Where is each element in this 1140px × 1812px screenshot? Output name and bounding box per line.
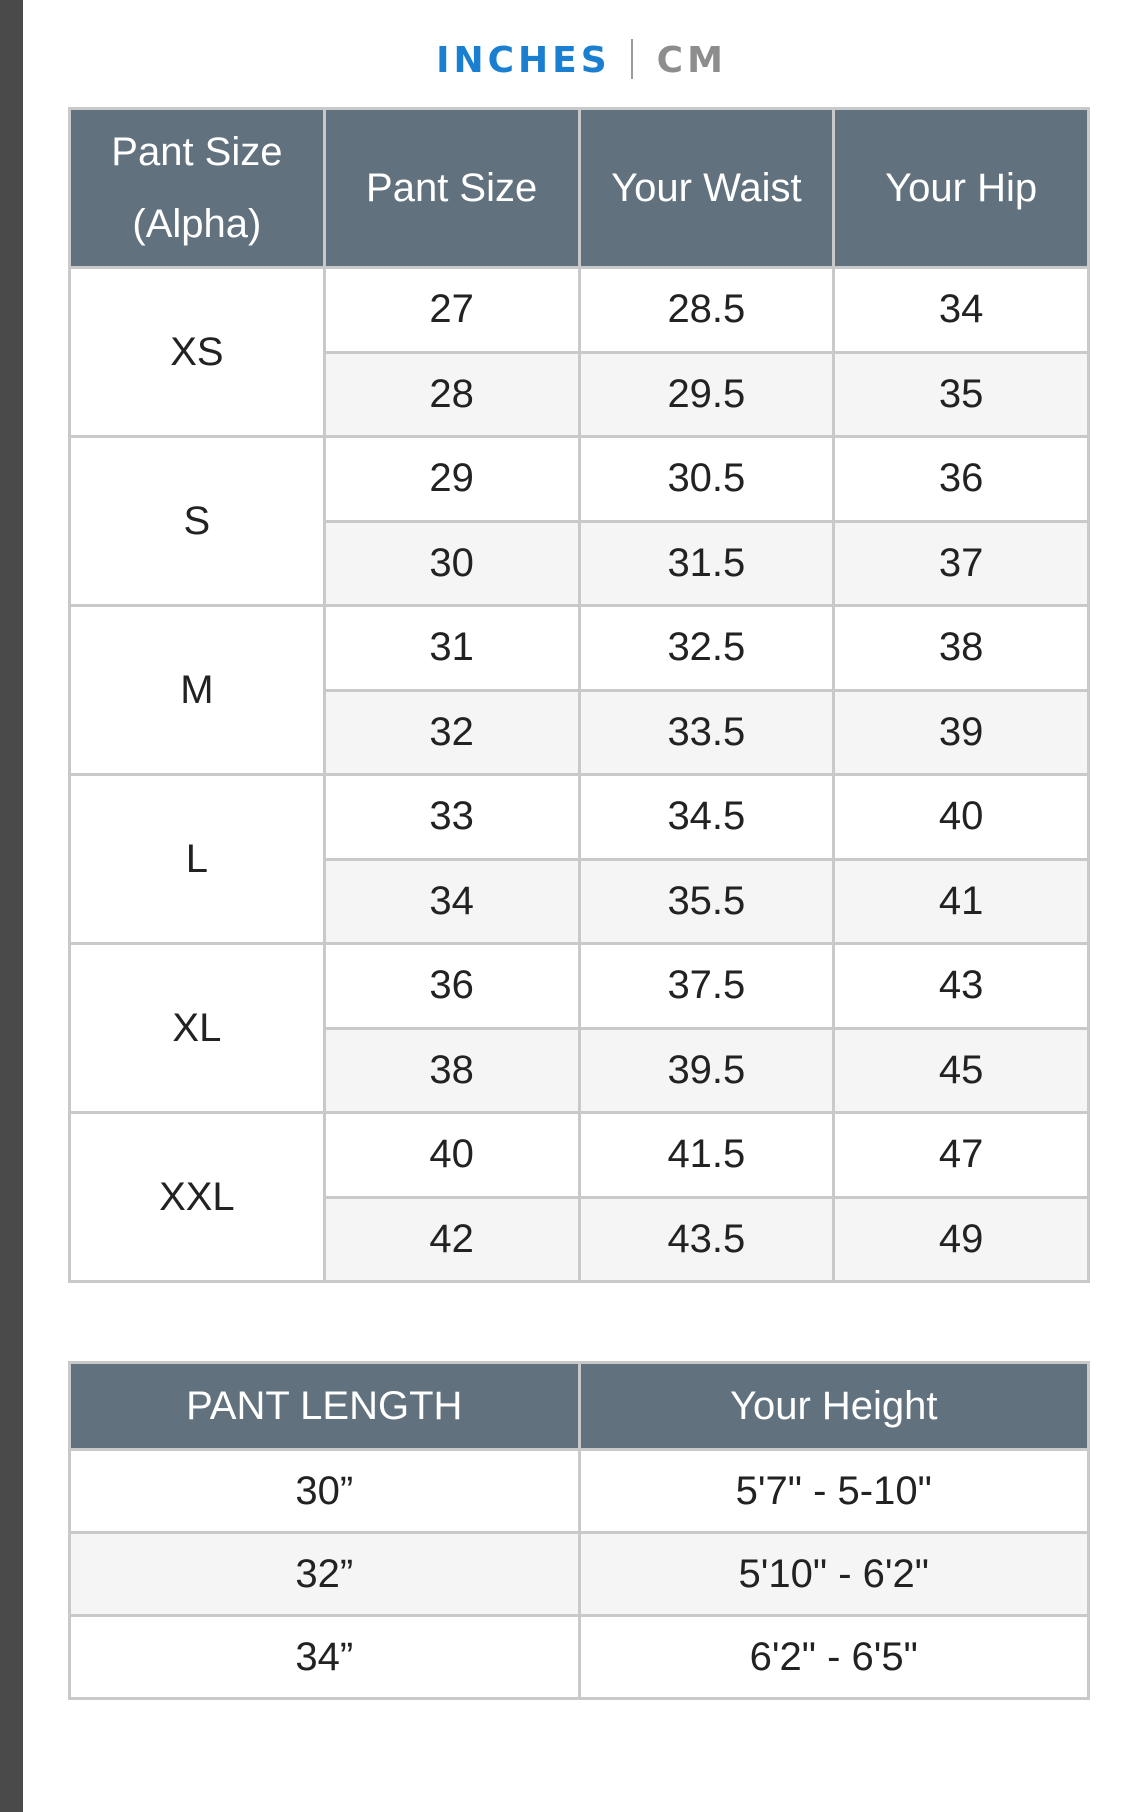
- pant-size-cell: 28: [324, 352, 579, 437]
- pant-size-cell: 32: [324, 690, 579, 775]
- header-alpha-line2: (Alpha): [132, 202, 262, 246]
- pant-size-cell: 38: [324, 1028, 579, 1113]
- waist-cell: 39.5: [579, 1028, 834, 1113]
- waist-cell: 43.5: [579, 1197, 834, 1282]
- table-row: [70, 268, 1089, 353]
- pant-length-cell: 32”: [70, 1533, 580, 1616]
- alpha-size-cell: S: [70, 437, 325, 606]
- table-row: [70, 1113, 1089, 1198]
- waist-cell: 31.5: [579, 521, 834, 606]
- table-row: [70, 1533, 1089, 1616]
- alpha-size-cell: M: [70, 606, 325, 775]
- cm-tab[interactable]: CM: [656, 40, 727, 81]
- pant-size-cell: 40: [324, 1113, 579, 1198]
- hip-cell: 39: [834, 690, 1089, 775]
- hip-cell: 35: [834, 352, 1089, 437]
- waist-cell: 32.5: [579, 606, 834, 691]
- table-row: [70, 437, 1089, 522]
- table-row: [70, 944, 1089, 1029]
- pant-size-cell: 27: [324, 268, 579, 353]
- pant-size-cell: 36: [324, 944, 579, 1029]
- size-table-body: [70, 268, 1089, 1282]
- height-cell: 5'7" - 5-10": [579, 1450, 1089, 1533]
- table-row: [70, 606, 1089, 691]
- header-your-height: Your Height: [579, 1363, 1089, 1450]
- hip-cell: 47: [834, 1113, 1089, 1198]
- unit-separator: [631, 39, 633, 79]
- waist-cell: 37.5: [579, 944, 834, 1029]
- height-cell: 5'10" - 6'2": [579, 1533, 1089, 1616]
- length-table-body: [70, 1450, 1089, 1699]
- alpha-size-cell: XL: [70, 944, 325, 1113]
- pant-size-cell: 33: [324, 775, 579, 860]
- waist-cell: 30.5: [579, 437, 834, 522]
- table-row: [70, 1450, 1089, 1533]
- pant-length-cell: 30”: [70, 1450, 580, 1533]
- hip-cell: 45: [834, 1028, 1089, 1113]
- hip-cell: 43: [834, 944, 1089, 1029]
- alpha-size-cell: L: [70, 775, 325, 944]
- table-row: [70, 1616, 1089, 1699]
- header-pant-size-alpha: [70, 109, 325, 268]
- hip-cell: 34: [834, 268, 1089, 353]
- waist-cell: 28.5: [579, 268, 834, 353]
- hip-cell: 49: [834, 1197, 1089, 1282]
- length-table-header-row: [70, 1363, 1089, 1450]
- size-chart-page: [23, 0, 1140, 1812]
- pant-size-cell: 31: [324, 606, 579, 691]
- unit-toggle: [23, 36, 1140, 86]
- length-table: [68, 1361, 1090, 1700]
- table-row: [70, 775, 1089, 860]
- waist-cell: 29.5: [579, 352, 834, 437]
- height-cell: 6'2" - 6'5": [579, 1616, 1089, 1699]
- pant-size-cell: 42: [324, 1197, 579, 1282]
- header-pant-length: PANT LENGTH: [70, 1363, 580, 1450]
- pant-length-cell: 34”: [70, 1616, 580, 1699]
- header-your-hip: Your Hip: [834, 109, 1089, 268]
- inches-tab[interactable]: INCHES: [436, 40, 611, 81]
- size-table-header-row: [70, 109, 1089, 268]
- waist-cell: 33.5: [579, 690, 834, 775]
- hip-cell: 38: [834, 606, 1089, 691]
- waist-cell: 41.5: [579, 1113, 834, 1198]
- pant-size-cell: 29: [324, 437, 579, 522]
- header-pant-size: Pant Size: [324, 109, 579, 268]
- hip-cell: 40: [834, 775, 1089, 860]
- waist-cell: 35.5: [579, 859, 834, 944]
- size-table: [68, 107, 1090, 1283]
- alpha-size-cell: XXL: [70, 1113, 325, 1282]
- hip-cell: 41: [834, 859, 1089, 944]
- header-your-waist: Your Waist: [579, 109, 834, 268]
- alpha-size-cell: XS: [70, 268, 325, 437]
- pant-size-cell: 30: [324, 521, 579, 606]
- pant-size-cell: 34: [324, 859, 579, 944]
- hip-cell: 37: [834, 521, 1089, 606]
- waist-cell: 34.5: [579, 775, 834, 860]
- hip-cell: 36: [834, 437, 1089, 522]
- header-alpha-line1: Pant Size: [111, 130, 283, 174]
